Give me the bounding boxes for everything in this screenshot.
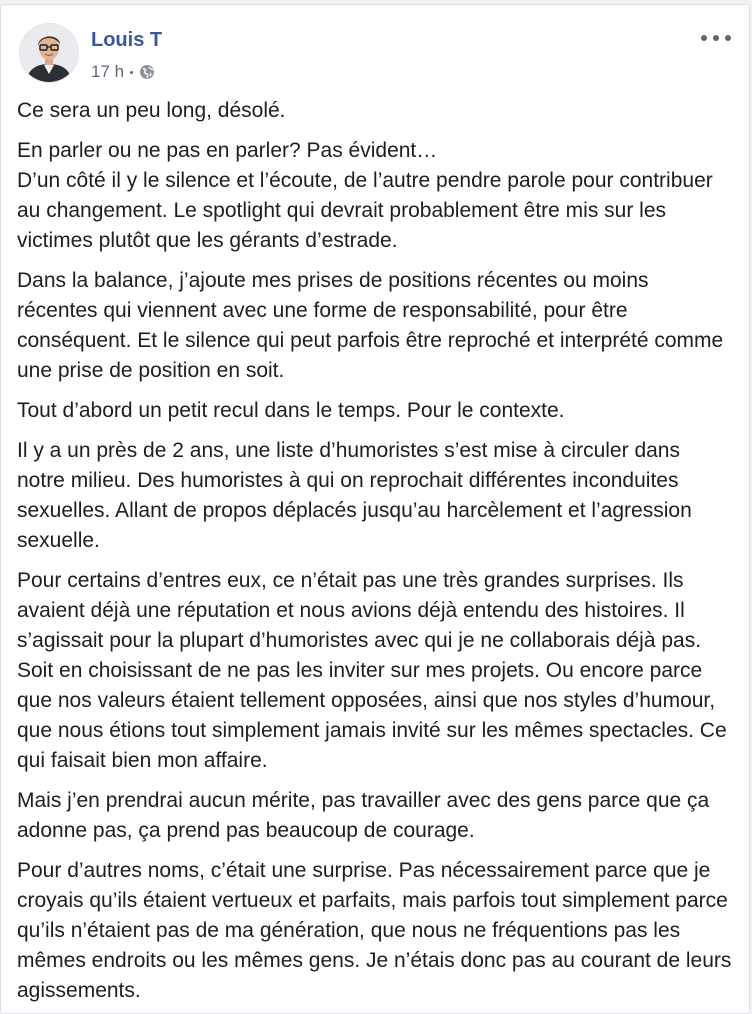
more-dot bbox=[701, 35, 707, 41]
post-paragraph: Il y a un près de 2 ans, une liste d’humoristes s’est mise à circuler dans notre milieu. Des humoristes à qui on reprochait différentes inconduites sexuelles. Allant de propos déplacés jusqu’au harcèlement et l’agression sexuelle. bbox=[17, 439, 692, 552]
post-paragraph: Tout d’abord un petit recul dans le temps. Pour le contexte. bbox=[17, 399, 565, 422]
more-options-icon[interactable] bbox=[701, 27, 731, 49]
more-dot bbox=[725, 35, 731, 41]
more-dot bbox=[713, 35, 719, 41]
post-meta bbox=[91, 62, 155, 82]
post-text bbox=[17, 96, 733, 1014]
post-paragraph: En parler ou ne pas en parler? Pas évident… D’un côté il y le silence et l’écoute, de l’autre pendre parole pour contribuer au changement. Le spotlight qui devrait probablement être mis sur les victimes plutôt que les gérants d’estrade. bbox=[17, 139, 713, 252]
post-paragraph: Mais j’en prendrai aucun mérite, pas travailler avec des gens parce que ça adonne pas, ça prend pas beaucoup de courage. bbox=[17, 789, 710, 842]
post-timestamp[interactable]: 17 h bbox=[91, 62, 125, 81]
post-paragraph: Dans la balance, j’ajoute mes prises de positions récentes ou moins récentes qui viennent avec une forme de responsabilité, pour être conséquent. Et le silence qui peut parfois être reproché et interprété comme une prise de position en soit. bbox=[17, 269, 724, 382]
post-paragraph: Pour d’autres noms, c’était une surprise. Pas nécessairement parce que je croyais qu’ils étaient vertueux et parfaits, mais parfois tout simplement parce qu’ils n’étaient pas de ma génération, que nous ne fréquentions pas les mêmes endroits ou les mêmes gens. Je n’étais donc pas au courant de leurs agissements. bbox=[17, 859, 732, 1002]
post-paragraph: Pour certains d’entres eux, ce n’était pas une très grandes surprises. Ils avaient déjà une réputation et nous avions déjà entendu des histoires. Il s’agissait pour la plupart d’humoristes avec qui je ne collaborais déjà pas. Soit en choisissant de ne pas les inviter sur mes projets. Ou encore parce que nos valeurs étaient tellement opposées, ainsi que nos styles d’humour, que nous étions tout simplement jamais invité sur les mêmes spectacles. Ce qui faisait bien mon affaire. bbox=[17, 569, 727, 772]
post-card bbox=[0, 4, 750, 1014]
globe-icon[interactable] bbox=[139, 64, 155, 80]
post-header bbox=[17, 23, 735, 87]
meta-separator-dot bbox=[130, 71, 133, 74]
author-avatar[interactable] bbox=[19, 23, 79, 83]
post-paragraph: Ce sera un peu long, désolé. bbox=[17, 99, 286, 122]
author-name[interactable]: Louis T bbox=[91, 29, 163, 51]
